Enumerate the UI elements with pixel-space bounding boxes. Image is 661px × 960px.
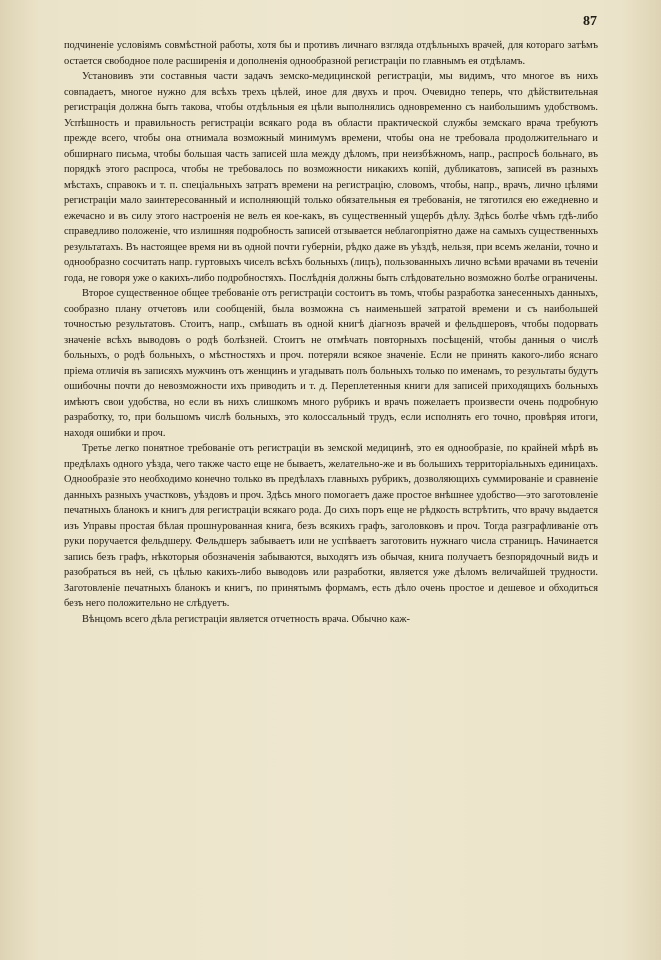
paragraph-second-requirement: Второе существенное общее требованіе отъ регистраціи состоитъ въ томъ, чтобы разработка занесенныхъ данныхъ, сообразно плану отчетовъ или сообщеній, была возможна съ наименьшей затратой времени и съ наибольшей точностью результатовъ. Стоитъ, напр., смѣшать въ одной книгѣ діагнозъ врачей и фельдшеровъ, чтобы подорвать значеніе всѣхъ выводовъ о родѣ болѣзней. Стоитъ не отмѣчать повторныхъ посѣщеній, чтобы данныя о числѣ больныхъ, о родѣ больныхъ, о мѣстностяхъ и проч. потеряли всякое значеніе. Если не принять какого-либо яснаго пріема отличія въ записяхъ мужчинъ отъ женщинъ и угадывать полъ больныхъ только по именамъ, то результаты будутъ ошибочны почти до невозможности ихъ приводить и т. д. Переплетенныя книги для записей приходящихъ больныхъ имѣютъ свои удобства, но если въ нихъ слишкомъ много рубрикъ и врачъ пожелаетъ произвести очень подробную разработку, то, при большомъ числѣ больныхъ, это колоссальный трудъ, если исполнять его точно, провѣряя итоги, находя ошибки и проч. [64, 288, 598, 439]
page-number: 87 [583, 14, 597, 29]
paragraph-reporting: Вѣнцомъ всего дѣла регистраціи является отчетность врача. Обычно каж- [82, 613, 410, 625]
body-text [64, 38, 598, 627]
paragraph-components: Установивъ эти составныя части задачъ земско-медицинской регистраціи, мы видимъ, что многое въ нихъ совпадаетъ, многое нужно для всѣхъ трехъ цѣлей, иное для двухъ и проч. Очевидно теперь, что дѣйствительная регистрація должна быть такова, чтобы отдѣльныя ея цѣли выполнялись одновременно съ наибольшимъ удобствомъ. Успѣшность и правильность регистраціи всякаго рода въ области практической службы земскаго врача требуютъ прежде всего, чтобы она отнимала возможный минимумъ времени, чтобы она не требовала продолжительнаго и обширнаго письма, чтобы большая часть записей шла между дѣломъ, при неизбѣжномъ, напр., распросѣ больнаго, въ порядкѣ этого распроса, чтобы не требовалось по возможности никакихъ копій, дубликатовъ, записей въ разныхъ мѣстахъ, справокъ и т. п. спеціальныхъ затратъ времени на регистрацію, словомъ, чтобы, напр., врачъ, лично цѣлями регистраціи мало заинтересованный и исполняющій только обязательныя ея требованія, не тяготился ею ежедневно и ежечасно и въ силу этого настроенія не велъ ея кое-какъ, въ существенный ущербъ дѣлу. Здѣсь болѣе чѣмъ гдѣ-либо справедливо положеніе, что излишняя подробность записей отзывается неблагопріятно даже на самыхъ существенныхъ результатахъ. Въ настоящее время ни въ одной почти губерніи, рѣдко даже въ уѣздѣ, нельзя, при всемъ желаніи, точно и однообразно сосчитать напр. гуртовыхъ чиселъ всѣхъ больныхъ (лицъ), пользованныхъ лично всѣми врачами въ теченіи года, не говоря уже о какихъ-либо подробностяхъ. Послѣднія должны быть слѣдовательно возможно болѣе ограничены. [64, 71, 598, 284]
paragraph-third-requirement: Третье легко понятное требованіе отъ регистраціи въ земской медицинѣ, это ея однообразіе, по крайней мѣрѣ въ предѣлахъ одного уѣзда, чего также часто еще не бываетъ, желательно-же и въ большихъ территоріальныхъ единицахъ. Однообразіе это необходимо конечно только въ предѣлахъ главныхъ рубрикъ, дозволяющихъ суммированіе и сравненіе данныхъ разныхъ участковъ, уѣздовъ и проч. Здѣсь много помогаетъ даже простое внѣшнее удобство—это заготовленіе печатныхъ бланокъ и книгъ для регистраціи всякаго рода. До сихъ поръ еще не рѣдкость встрѣтить, что врачу выдается изъ Управы простая бѣлая прошнурованная книга, безъ всякихъ графъ, заголовковъ и проч. Тогда разграфливаніе отъ руки поручается фельдшеру. Фельдшеръ забываетъ или не успѣваетъ заготовить нужнаго числа страницъ. Начинается запись безъ графъ, нѣкоторыя обозначенія забываются, выходятъ изъ обычая, книга получаетъ безпорядочный видъ и разобраться въ ней, съ цѣлью какихъ-либо выводовъ или разработки, является уже дѣломъ величайшей трудности. Заготовленіе печатныхъ бланокъ и книгъ, по принятымъ формамъ, есть дѣло очень простое и дешевое и обходиться безъ него положительно не слѣдуетъ. [64, 443, 598, 609]
paragraph-continuation: подчиненіе условіямъ совмѣстной работы, хотя бы и противъ личнаго взгляда отдѣльныхъ врачей, для котораго затѣмъ остается свободное поле расширенія и дополненія однообразной регистраціи по главнымъ ея отдѣламъ. [64, 40, 598, 67]
